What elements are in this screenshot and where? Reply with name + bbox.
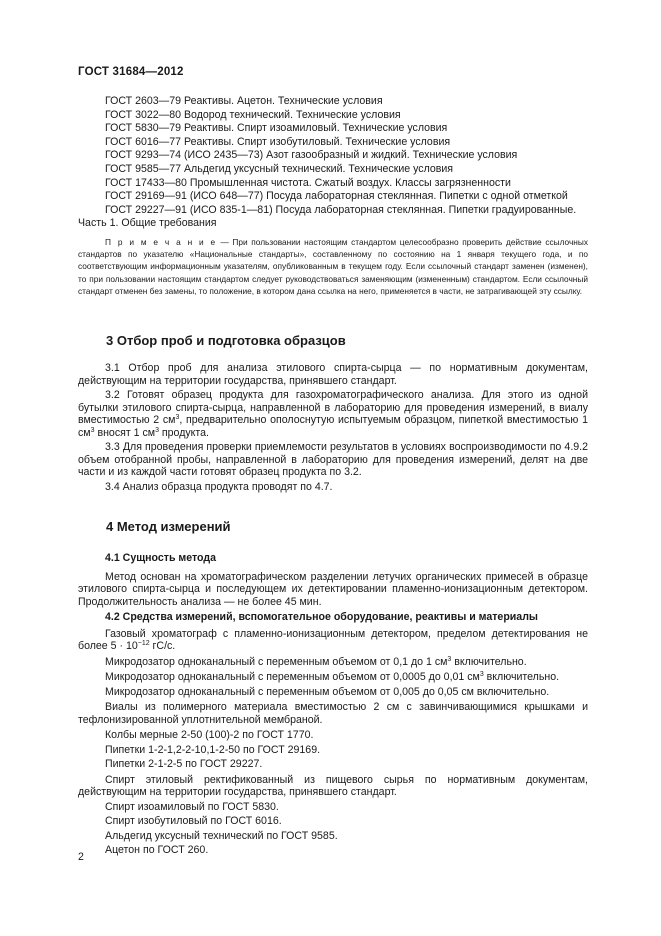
microdoser-item-3: Микродозатор одноканальный с переменным объемом от 0,005 до 0,05 см включительно. xyxy=(105,685,550,698)
reference-item: ГОСТ 2603—79 Реактивы. Ацетон. Технические условия xyxy=(105,95,383,107)
paragraph-3-4: 3.4 Анализ образца продукта проводят по 4.7. xyxy=(105,480,333,493)
paragraph-3-2: 3.2 Готовят образец продукта для газохроматографического анализа. Для этого из одной бутылки этилового спирта-сырца, направленной в лабораторию для проведения измерений, в виалу вместимостью 2 $см^3$, предварительно ополоснутую испытуемым образцом, пипеткой вместимостью 1 $см^3$ вносят 1 $см^3$ продукта. xyxy=(78,389,588,439)
paragraph-4-1: Метод основан на хроматографическом разделении летучих органических примесей в образце этилового спирта-сырца и последующем их детектировании пламенно-ионизационным детектором. Продолжительность анализа — не более 45 мин. xyxy=(78,570,588,608)
note-block xyxy=(78,236,588,297)
note-label: П р и м е ч а н и е xyxy=(105,237,217,247)
page-number: 2 xyxy=(78,851,84,863)
reference-item: ГОСТ 29169—91 (ИСО 648—77) Посуда лабораторная стеклянная. Пипетки с одной отметкой xyxy=(105,190,568,203)
section-4-heading: 4 Метод измерений xyxy=(106,519,231,534)
subsection-4-2-heading: 4.2 Средства измерений, вспомогательное оборудование, реактивы и материалы xyxy=(105,611,538,623)
pipettes-item-1: Пипетки 1-2-1,2-2-10,1-2-50 по ГОСТ 29169. xyxy=(105,743,321,756)
pipettes-item-2: Пипетки 2-1-2-5 по ГОСТ 29227. xyxy=(105,758,263,770)
reference-item: ГОСТ 17433—80 Промышленная чистота. Сжатый воздух. Классы загрязненности xyxy=(105,176,511,189)
section-3-heading: 3 Отбор проб и подготовка образцов xyxy=(106,333,346,348)
vials-item: Виалы из полимерного материала вместимостью 2 см с завинчивающимися крышками и тефлонизированной уплотнительной мембраной. xyxy=(78,701,588,726)
acetone-item: Ацетон по ГОСТ 260. xyxy=(105,844,209,856)
microdoser-item-1: Микродозатор одноканальный с переменным объемом от 0,1 до 1 $см^3$ включительно. xyxy=(105,655,527,668)
reference-item: ГОСТ 5830—79 Реактивы. Спирт изоамиловый. Технические условия xyxy=(105,122,448,135)
paragraph-3-1: 3.1 Отбор проб для анализа этилового спирта-сырца — по нормативным документам, действующим на территории государства, принявшего стандарт. xyxy=(78,362,588,387)
microdoser-item-2: Микродозатор одноканальный с переменным объемом от 0,0005 до 0,01 $см^3$ включительно. xyxy=(105,671,560,683)
section-3-body xyxy=(78,362,588,493)
subsection-4-1-heading: 4.1 Сущность метода xyxy=(105,552,217,564)
flasks-item: Колбы мерные 2-50 (100)-2 по ГОСТ 1770. xyxy=(105,729,314,741)
ethanol-item: Спирт этиловый ректификованный из пищевого сырья по нормативным документам, действующим на территории государства, принявшего стандарт. xyxy=(78,773,588,798)
reference-item: ГОСТ 29227—91 (ИСО 835-1—81) Посуда лабораторная стеклянная. Пипетки градуированные. xyxy=(105,203,577,216)
isobutyl-item: Спирт изобутиловый по ГОСТ 6016. xyxy=(105,815,282,827)
acetaldehyde-item: Альдегид уксусный технический по ГОСТ 9585. xyxy=(105,829,338,842)
reference-item: ГОСТ 6016—77 Реактивы. Спирт изобутиловый. Технические условия xyxy=(105,135,451,148)
reference-item: ГОСТ 3022—80 Водород технический. Технические условия xyxy=(105,108,401,121)
gas-chromatograph-item: Газовый хроматограф с пламенно-ионизационным детектором, пределом детектирования не более $5 \cdot 10^{-12}$ гС/с. xyxy=(78,627,588,652)
reference-continuation: Часть 1. Общие требования xyxy=(78,217,217,230)
section-4-body xyxy=(78,552,588,857)
normative-references-list xyxy=(78,95,588,231)
page-header: ГОСТ 31684—2012 xyxy=(78,66,184,78)
paragraph-3-3: 3.3 Для проведения проверки приемлемости результатов в условиях воспроизводимости по 4.9.2 объем отобранной пробы, направленной в лабораторию для проведения измерений, делят на две части и из каждой части готовят образец продукта по 3.2. xyxy=(78,441,588,478)
reference-item: ГОСТ 9585—77 Альдегид уксусный технический. Технические условия xyxy=(105,162,454,175)
isoamyl-item: Спирт изоамиловый по ГОСТ 5830. xyxy=(105,800,279,813)
reference-item: ГОСТ 9293—74 (ИСО 2435—73) Азот газообразный и жидкий. Технические условия xyxy=(105,149,518,162)
note-text: — При пользовании настоящим стандартом целесообразно проверить действие ссылочных стандартов по указателю «Национальные стандарты», составленному по состоянию на 1 января текущего года, и по соответствующим информационным указателям, опубликованным в текущем году. Если ссылочный стандарт заменен (изменен), то при пользовании настоящим стандартом следует руководствоваться заменяющим (измененным) стандартом. Если ссылочный стандарт отменен без замены, то положение, в котором дана ссылка на него, применяется в части, не затрагивающей эту ссылку. xyxy=(78,237,588,296)
